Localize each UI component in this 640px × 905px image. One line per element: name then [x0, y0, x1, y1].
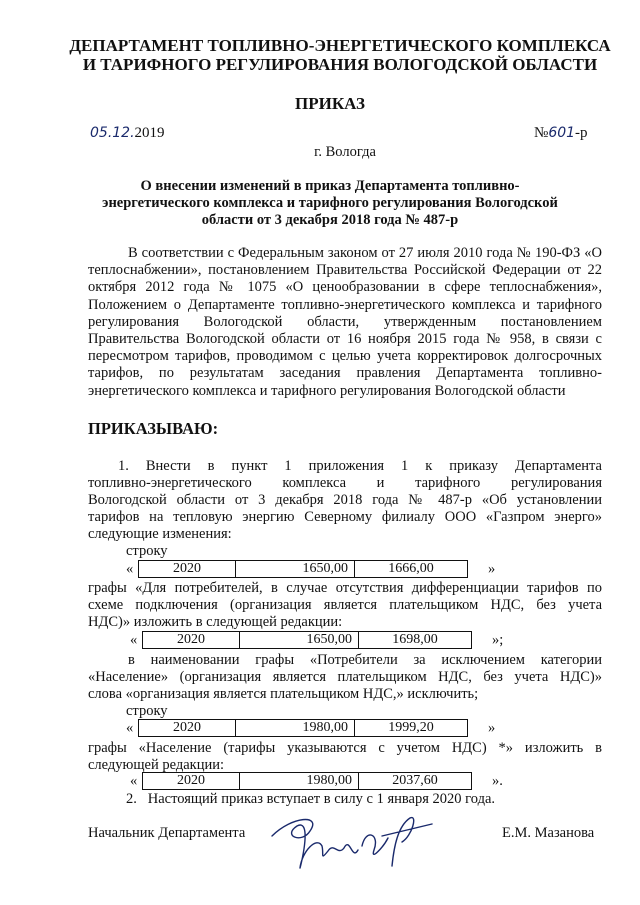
row1-year: 2020 [139, 561, 236, 578]
signatory-name: Е.М. Мазанова [502, 825, 595, 841]
item1-text2-line: схеме подключения (организация является плательщиком НДС, без учета [88, 597, 602, 613]
item1-line: 1. Внести в пункт 1 приложения 1 к приказу Департамента [118, 458, 602, 474]
row2-value-b: 1698,00 [359, 632, 472, 649]
item1-line: топливно-энергетического комплекса и тарифного регулирования [88, 475, 602, 491]
row3-year: 2020 [139, 720, 236, 737]
row3-table [138, 719, 468, 737]
row-word: строку [126, 703, 168, 719]
item1-text3-line: слова «организация является плательщиком НДС,» исключить; [88, 686, 479, 702]
row1-close-quote: » [488, 561, 496, 577]
item1-text2-line: НДС)» изложить в следующей редакции: [88, 614, 343, 630]
row1-table [138, 560, 468, 578]
row3-close-quote: » [488, 720, 496, 736]
item1-line: тарифов на тепловую энергию Северному филиалу ООО «Газпром энерго» [88, 509, 602, 525]
row3-open-quote: « [126, 720, 134, 736]
handwritten-signature [262, 806, 442, 876]
row3-value-b: 1999,20 [355, 720, 468, 737]
row4-close-quote: ». [492, 773, 503, 789]
row2-close-quote: »; [492, 632, 504, 648]
department-name-line1: ДЕПАРТАМЕНТ ТОПЛИВНО-ЭНЕРГЕТИЧЕСКОГО КОМПЛЕКСА [69, 36, 611, 55]
date-handwritten: 05.12. [90, 125, 135, 141]
row2-table [142, 631, 472, 649]
item1-text4-line: графы «Население (тарифы указываются с учетом НДС) *» изложить в [88, 740, 602, 756]
subject-line2: энергетического комплекса и тарифного регулирования Вологодской [102, 195, 558, 211]
row4-open-quote: « [130, 773, 138, 789]
subject-line3: области от 3 декабря 2018 года № 487-р [201, 212, 459, 228]
item1-line: Вологодской области от 3 декабря 2018 года № 487-р «Об установлении [88, 492, 602, 508]
signatory-position: Начальник Департамента [88, 825, 246, 841]
row4-year: 2020 [143, 773, 240, 790]
item1-text3-line: «Население» (организация является плательщиком НДС, без учета НДС)» [88, 669, 602, 685]
order-word: ПРИКАЗЫВАЮ: [88, 419, 219, 438]
document-type: ПРИКАЗ [295, 94, 365, 113]
row1-value-a: 1650,00 [236, 561, 355, 578]
city: г. Вологда [314, 144, 376, 160]
row4-value-a: 1980,00 [240, 773, 359, 790]
date-year: 2019 [134, 125, 165, 141]
row1-open-quote: « [126, 561, 134, 577]
number-handwritten: 601 [548, 125, 576, 141]
department-name-line2: И ТАРИФНОГО РЕГУЛИРОВАНИЯ ВОЛОГОДСКОЙ ОБЛАСТИ [82, 55, 598, 74]
item1-text3-line: в наименовании графы «Потребители за исключением категории [128, 652, 602, 668]
row4-value-b: 2037,60 [359, 773, 472, 790]
item2: 2. Настоящий приказ вступает в силу с 1 января 2020 года. [126, 791, 496, 807]
item1-text4-line: следующей редакции: [88, 757, 225, 773]
row2-open-quote: « [130, 632, 138, 648]
row-word: строку [126, 543, 168, 559]
document-number: №601-р [534, 125, 588, 141]
row2-value-a: 1650,00 [240, 632, 359, 649]
item1-line: следующие изменения: [88, 526, 232, 542]
preamble: В соответствии с Федеральным законом от 27 июля 2010 года № 190-ФЗ «О теплоснабжении», постановлением Правительства Российской Федерации от 22 октября 2012 года № 1075 «О ценообразовании в сфере теплоснабжения», Положением о Департаменте топливно-энергетического комплекса и тарифного регулирования Вологодской области, утвержденным постановлением Правительства Вологодской области от 16 ноября 2015 года № 958, в связи с пересмотром тарифов, проводимом с целью учета корректировок долгосрочных тарифов, по результатам заседания правления Департамента топливно-энергетического комплекса и тарифного регулирования Вологодской области [88, 245, 602, 399]
document-date [90, 125, 165, 142]
row4-table [142, 772, 472, 790]
subject-line1: О внесении изменений в приказ Департамента топливно- [140, 178, 520, 194]
row3-value-a: 1980,00 [236, 720, 355, 737]
row1-value-b: 1666,00 [355, 561, 468, 578]
row2-year: 2020 [143, 632, 240, 649]
item1-text2-line: графы «Для потребителей, в случае отсутствия дифференциации тарифов по [88, 580, 602, 596]
